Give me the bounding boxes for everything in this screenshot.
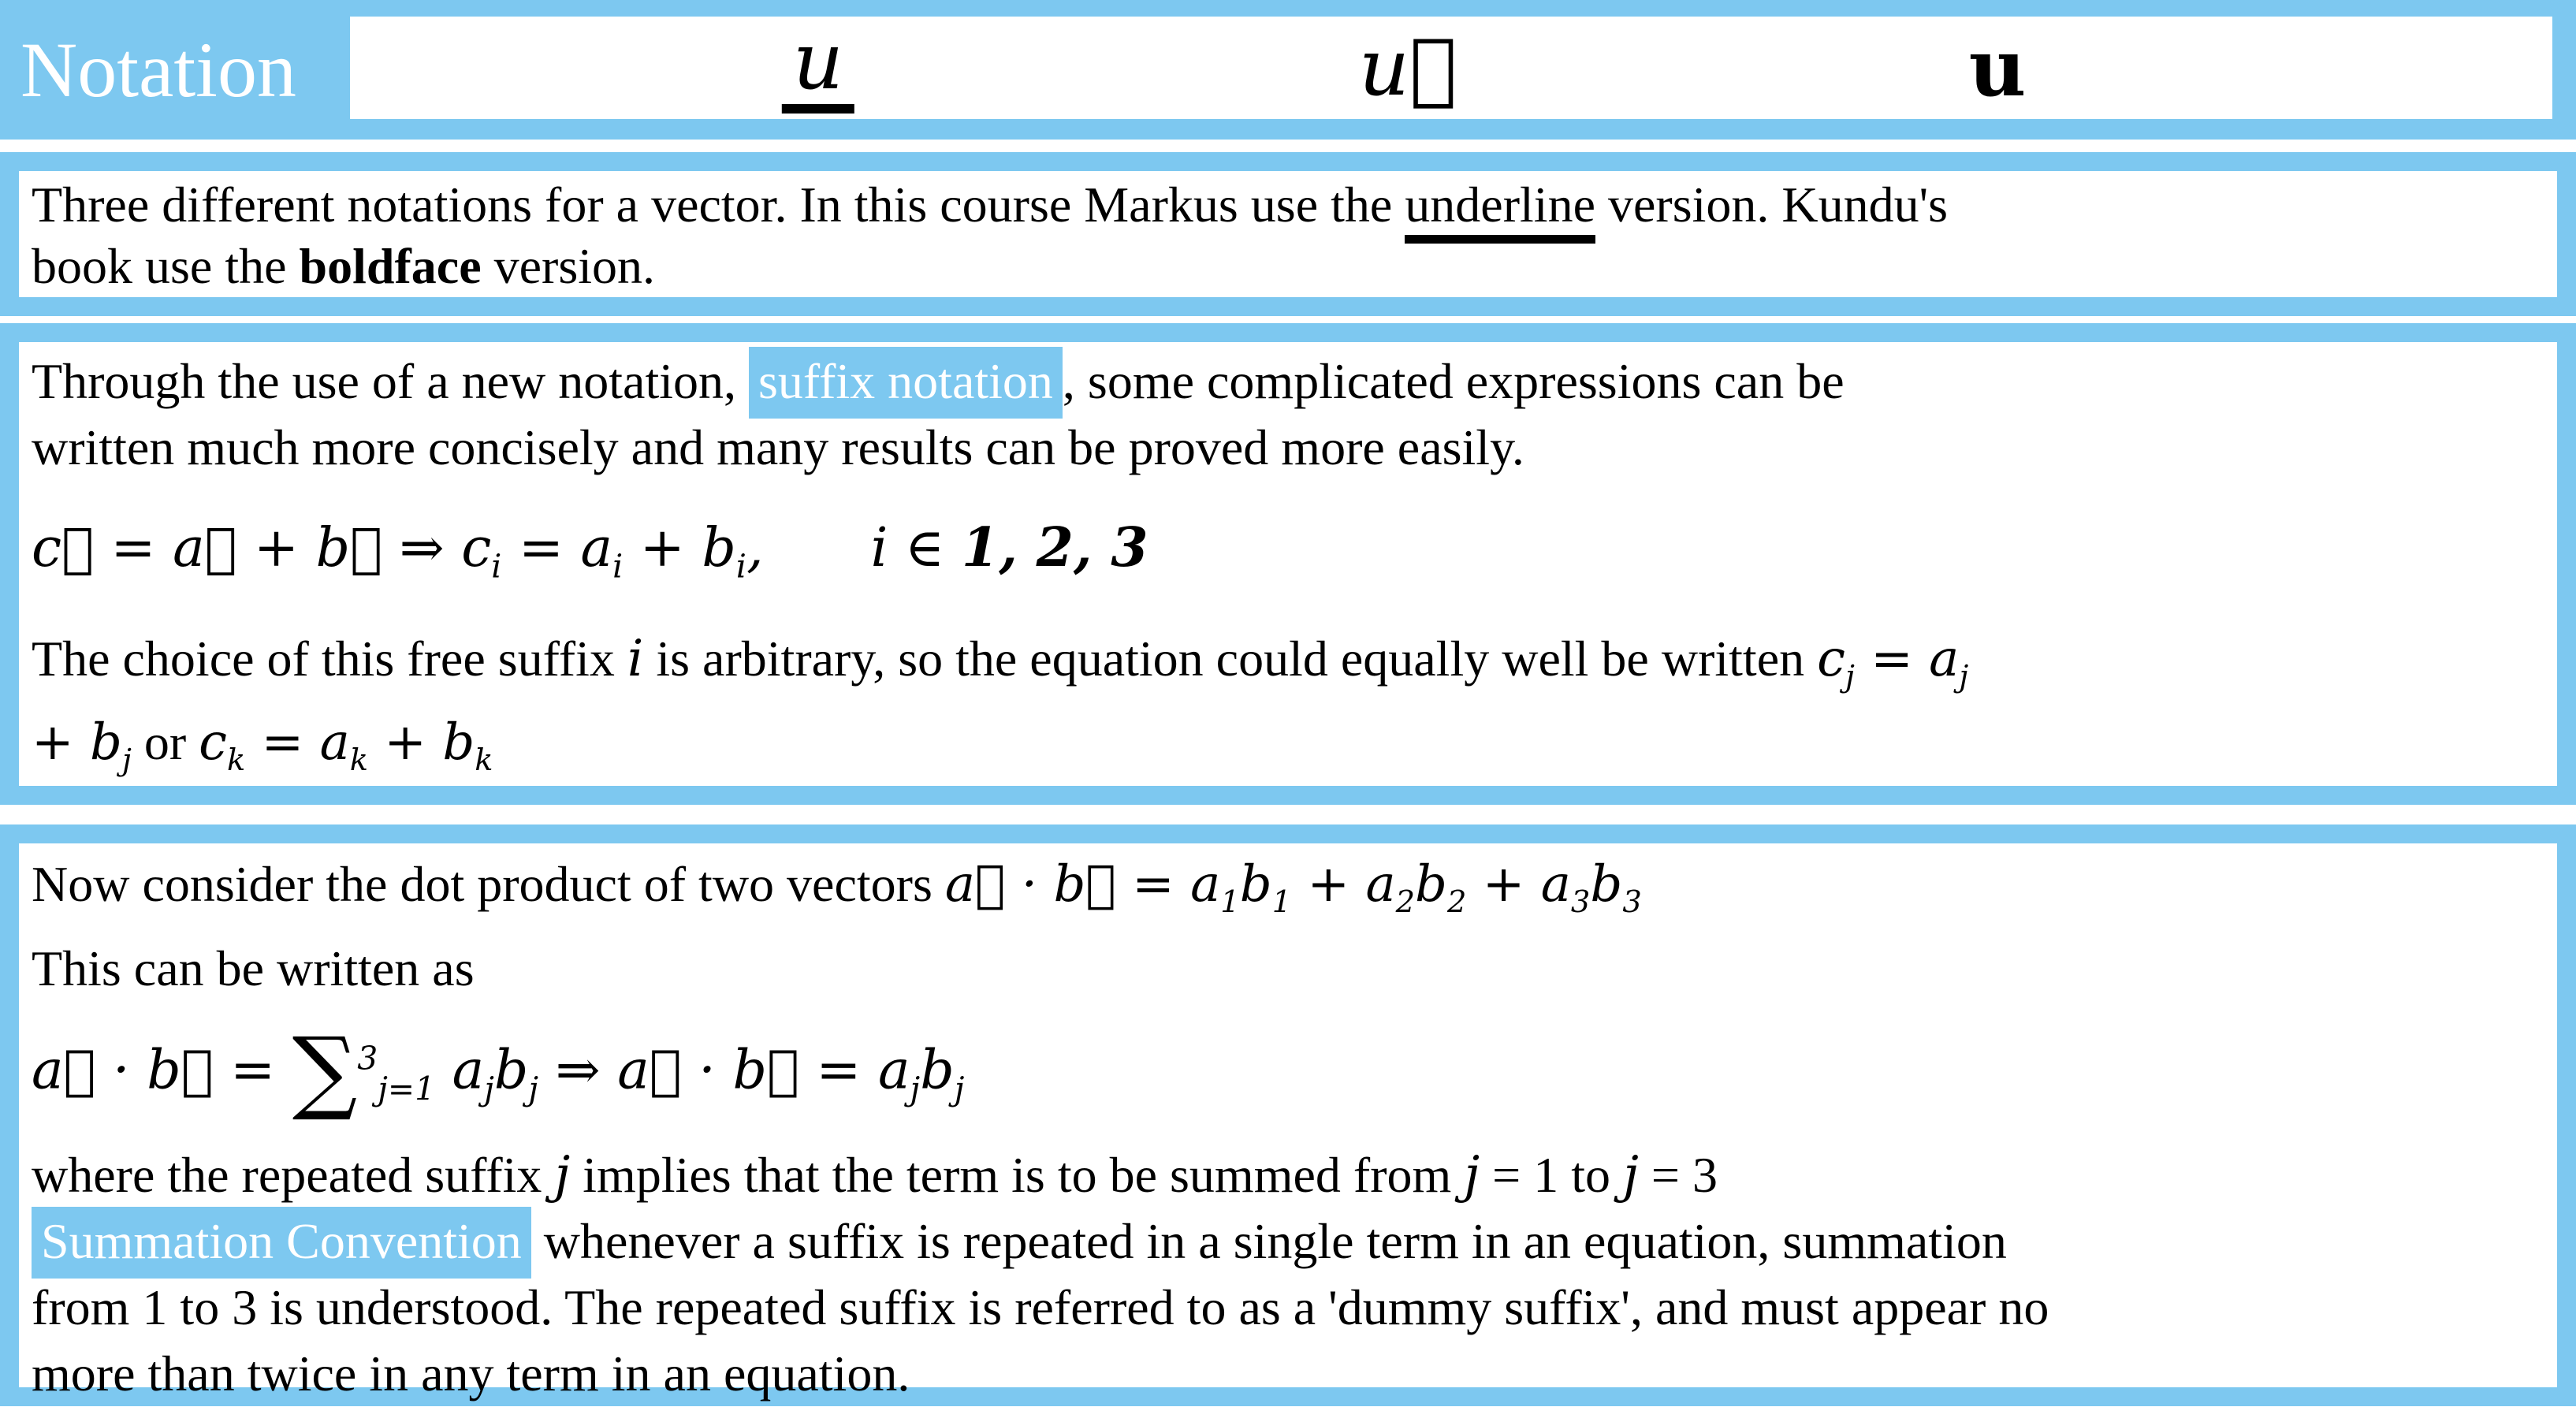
intro-box <box>0 152 2576 316</box>
arrow-notation-sample: u⃗ <box>1358 21 1457 114</box>
suffix-line-3: The choice of this free suffix i is arbitrary, so the equation could equally well be written $c_j = a_j$ <box>32 629 1969 694</box>
suffix-notation-highlight: suffix notation <box>749 347 1063 419</box>
underline-notation-sample: u <box>782 22 854 114</box>
summation-convention-highlight: Summation Convention <box>32 1207 531 1279</box>
suffix-line-1 <box>32 348 2557 415</box>
summation-convention-box <box>0 824 2576 1406</box>
convention-continued-line: from 1 to 3 is understood. The repeated suffix is referred to as a 'dummy suffix', and must appear no <box>32 1279 2049 1336</box>
text-segment: Three different notations for a vector. In this course Markus use the <box>32 177 1405 233</box>
summation-convention-line <box>32 1208 2557 1275</box>
notation-title: Notation <box>20 25 296 114</box>
written-as-line: This can be written as <box>32 940 475 996</box>
text-segment: , some complicated expressions can be <box>1062 353 1845 409</box>
text-segment: version. Kundu's <box>1595 177 1949 233</box>
boldface-word: boldface <box>299 238 482 294</box>
suffix-notation-box <box>0 323 2576 805</box>
text-segment: whenever a suffix is repeated in a single term in an equation, summation <box>530 1213 2007 1270</box>
boldface-notation-sample: u <box>1968 21 2027 114</box>
convention-final-line: more than twice in any term in an equation. <box>32 1346 910 1402</box>
repeated-suffix-line: where the repeated suffix j implies that the term is to be summed from j = 1 to j = 3 <box>32 1146 1718 1205</box>
text-segment: version. <box>481 238 655 294</box>
suffix-line-4: + $b_j$ or $c_k = a_k + b_k$ <box>32 713 493 779</box>
intro-line-2 <box>32 236 2557 297</box>
notation-samples-box <box>350 17 2552 119</box>
notation-header <box>0 0 2576 140</box>
text-segment: Through the use of a new notation, <box>32 353 749 409</box>
intro-line-1 <box>32 174 2557 236</box>
dot-product-line: Now consider the dot product of two vectors a⃗ · b⃗ = $a_1b_1 + a_2b_2 + a_3b_3$ <box>32 855 1642 920</box>
suffix-line-2: written much more concisely and many results can be proved more easily. <box>32 419 1524 475</box>
underline-word: underline <box>1405 177 1595 244</box>
text-segment: book use the <box>32 238 300 294</box>
vector-sum-equation: c⃗ = a⃗ + b⃗ ⇒ $c_i = a_i + b_i$, i ∈ 1, 2, 3 <box>32 516 1148 586</box>
summation-equation: a⃗ · b⃗ = ∑$^3_{j=1}$ $a_jb_j$ ⇒ a⃗ · b⃗ = $a_jb_j$ <box>32 1018 965 1124</box>
